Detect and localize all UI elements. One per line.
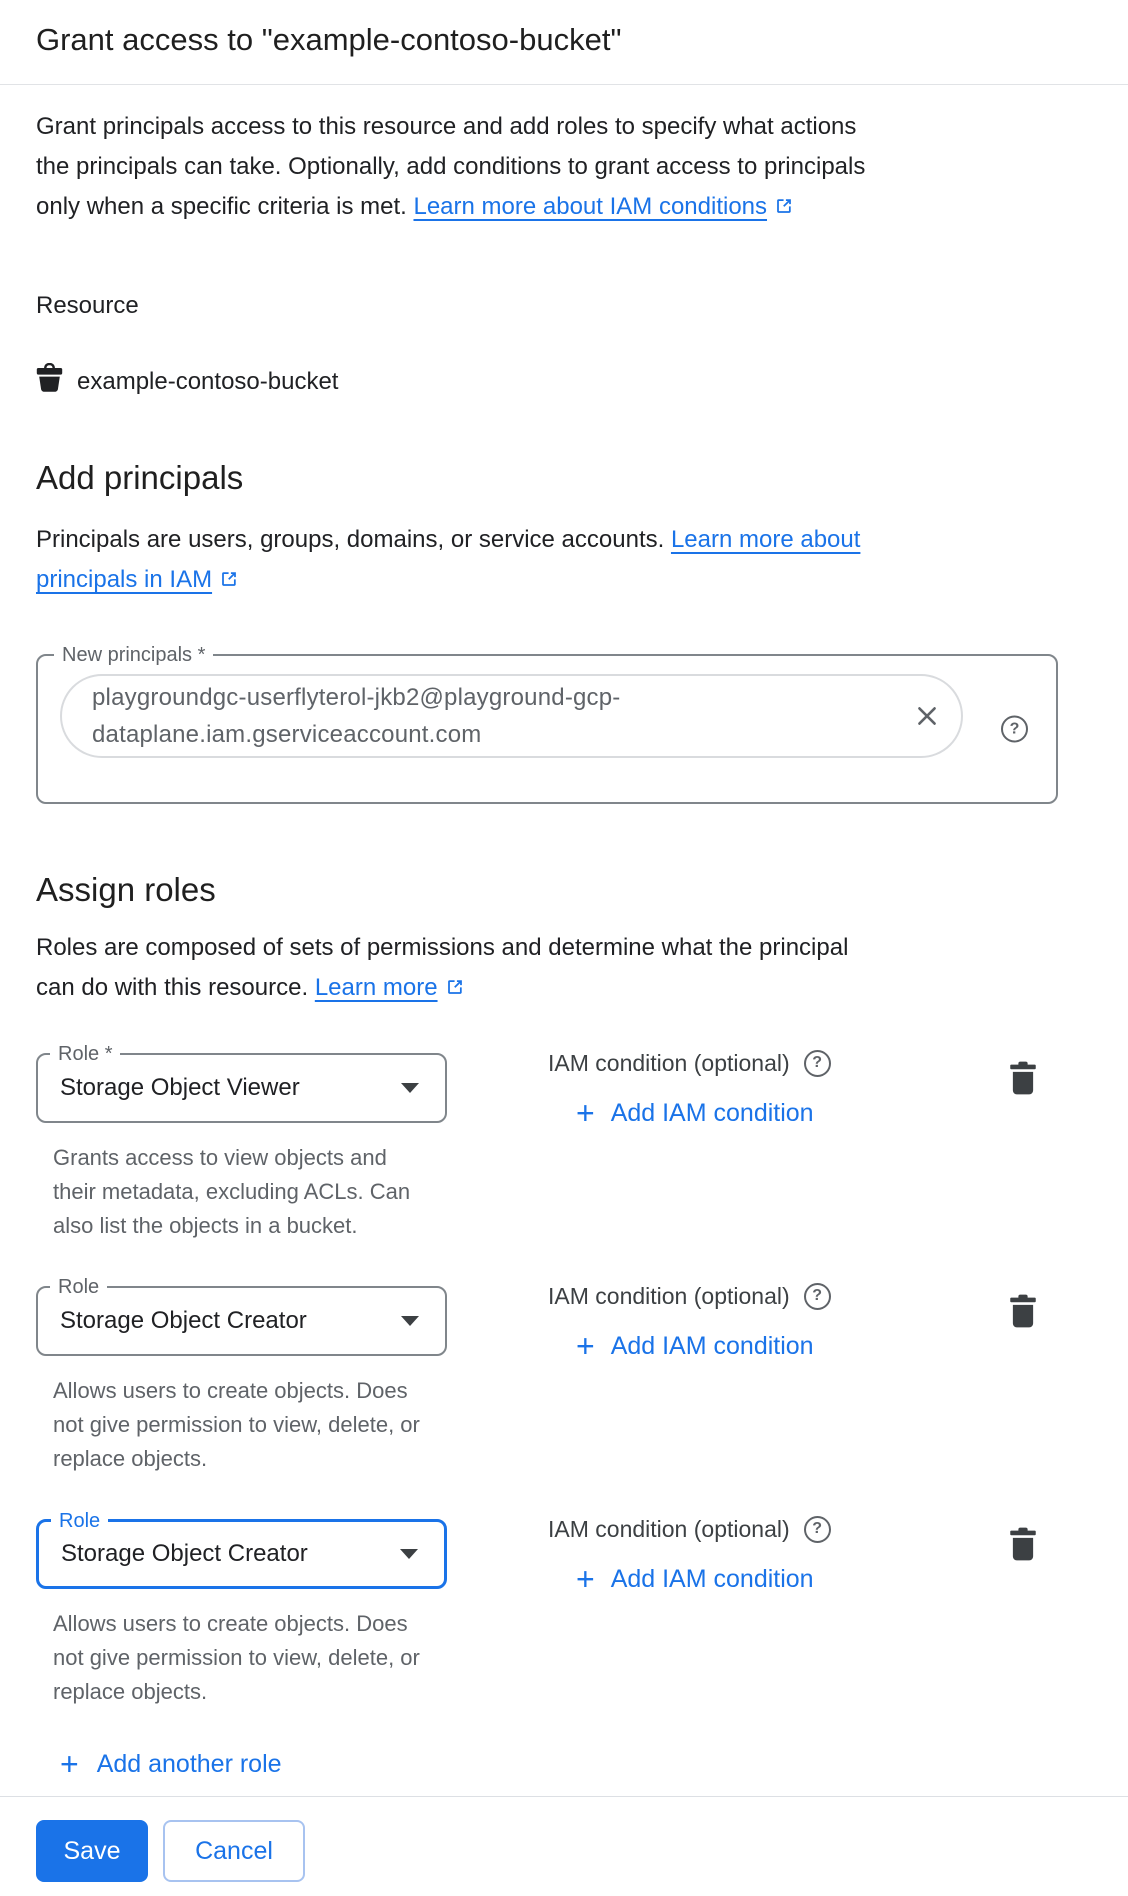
role-value: Storage Object Creator bbox=[60, 1307, 307, 1334]
role-select-3[interactable] bbox=[36, 1510, 447, 1589]
roles-list bbox=[36, 1043, 1092, 1709]
delete-role-button-3[interactable] bbox=[1008, 1527, 1038, 1561]
roles-text: Roles are composed of sets of permissions and determine what the principal can do with this resource. bbox=[36, 934, 849, 1001]
dropdown-arrow-icon bbox=[400, 1549, 418, 1559]
role-row-1 bbox=[36, 1043, 1092, 1243]
header-divider bbox=[0, 84, 1128, 85]
cancel-button[interactable]: Cancel bbox=[163, 1820, 305, 1882]
resource-name: example-contoso-bucket bbox=[77, 367, 339, 395]
role-description: Allows users to create objects. Does not give permission to view, delete, or replace objects. bbox=[53, 1378, 420, 1471]
dropdown-arrow-icon bbox=[401, 1083, 419, 1093]
help-icon[interactable]: ? bbox=[804, 1050, 831, 1077]
external-link-icon bbox=[774, 189, 794, 209]
new-principals-field[interactable] bbox=[36, 644, 1058, 804]
principal-chip-value: playgroundgc-userflyterol-jkb2@playground-gcp- dataplane.iam.gserviceaccount.com bbox=[92, 684, 621, 748]
delete-role-button-1[interactable] bbox=[1008, 1061, 1038, 1095]
plus-icon: + bbox=[576, 1561, 595, 1597]
role-description: Allows users to create objects. Does not give permission to view, delete, or replace objects. bbox=[53, 1611, 420, 1704]
trash-icon bbox=[1008, 1294, 1038, 1328]
role-value: Storage Object Viewer bbox=[60, 1074, 300, 1101]
resource-row bbox=[36, 363, 1092, 400]
role-field-label: Role * bbox=[50, 1042, 120, 1066]
role-description: Grants access to view objects and their metadata, excluding ACLs. Can also list the objects in a bucket. bbox=[53, 1145, 411, 1238]
dropdown-arrow-icon bbox=[401, 1316, 419, 1326]
principals-help-button[interactable] bbox=[1001, 716, 1028, 743]
iam-condition-label: IAM condition (optional) bbox=[548, 1283, 790, 1309]
role-row-3 bbox=[36, 1510, 1092, 1709]
add-iam-condition-button-3[interactable]: + Add IAM condition bbox=[576, 1561, 814, 1597]
intro-text: Grant principals access to this resource and add roles to specify what actions the principals can take. Optionally, add conditions to grant access to principals only when a specific criteria is met. bbox=[36, 113, 866, 220]
save-button[interactable]: Save bbox=[36, 1820, 148, 1882]
remove-principal-button[interactable] bbox=[913, 699, 943, 733]
principals-paragraph bbox=[36, 520, 888, 600]
learn-more-principals-link[interactable]: Learn more about principals in IAM bbox=[36, 526, 861, 593]
new-principals-label: New principals * bbox=[54, 643, 213, 667]
role-select-2[interactable] bbox=[36, 1276, 447, 1356]
role-select-1[interactable] bbox=[36, 1043, 447, 1123]
principals-text: Principals are users, groups, domains, or service accounts. bbox=[36, 526, 665, 553]
help-icon: ? bbox=[1001, 716, 1028, 743]
delete-role-button-2[interactable] bbox=[1008, 1294, 1038, 1328]
role-value: Storage Object Creator bbox=[61, 1540, 308, 1567]
role-row-2 bbox=[36, 1276, 1092, 1476]
role-field-label: Role bbox=[50, 1275, 107, 1299]
plus-icon: + bbox=[576, 1095, 595, 1131]
bucket-icon bbox=[36, 363, 63, 400]
plus-icon: + bbox=[60, 1746, 79, 1782]
principal-chip bbox=[60, 674, 963, 758]
learn-more-roles-link[interactable]: Learn more bbox=[315, 974, 465, 1001]
help-icon[interactable]: ? bbox=[804, 1516, 831, 1543]
add-another-role-button[interactable]: + Add another role bbox=[60, 1746, 282, 1782]
add-iam-condition-button-2[interactable]: + Add IAM condition bbox=[576, 1328, 814, 1364]
add-iam-condition-button-1[interactable]: + Add IAM condition bbox=[576, 1095, 814, 1131]
roles-paragraph bbox=[36, 928, 888, 1008]
iam-condition-label: IAM condition (optional) bbox=[548, 1516, 790, 1542]
close-icon bbox=[913, 702, 941, 730]
dialog-title: Grant access to "example-contoso-bucket" bbox=[36, 22, 622, 57]
dialog-footer bbox=[36, 1820, 1092, 1882]
add-principals-heading: Add principals bbox=[36, 459, 244, 496]
learn-more-iam-conditions-link[interactable]: Learn more about IAM conditions bbox=[413, 193, 794, 220]
intro-paragraph bbox=[36, 107, 888, 227]
iam-condition-label: IAM condition (optional) bbox=[548, 1050, 790, 1076]
footer-divider bbox=[0, 1796, 1128, 1797]
trash-icon bbox=[1008, 1527, 1038, 1561]
help-icon[interactable]: ? bbox=[804, 1283, 831, 1310]
role-field-label: Role bbox=[51, 1509, 108, 1533]
assign-roles-heading: Assign roles bbox=[36, 871, 216, 908]
external-link-icon bbox=[219, 562, 239, 582]
resource-heading: Resource bbox=[36, 292, 139, 319]
plus-icon: + bbox=[576, 1328, 595, 1364]
trash-icon bbox=[1008, 1061, 1038, 1095]
external-link-icon bbox=[445, 970, 465, 990]
